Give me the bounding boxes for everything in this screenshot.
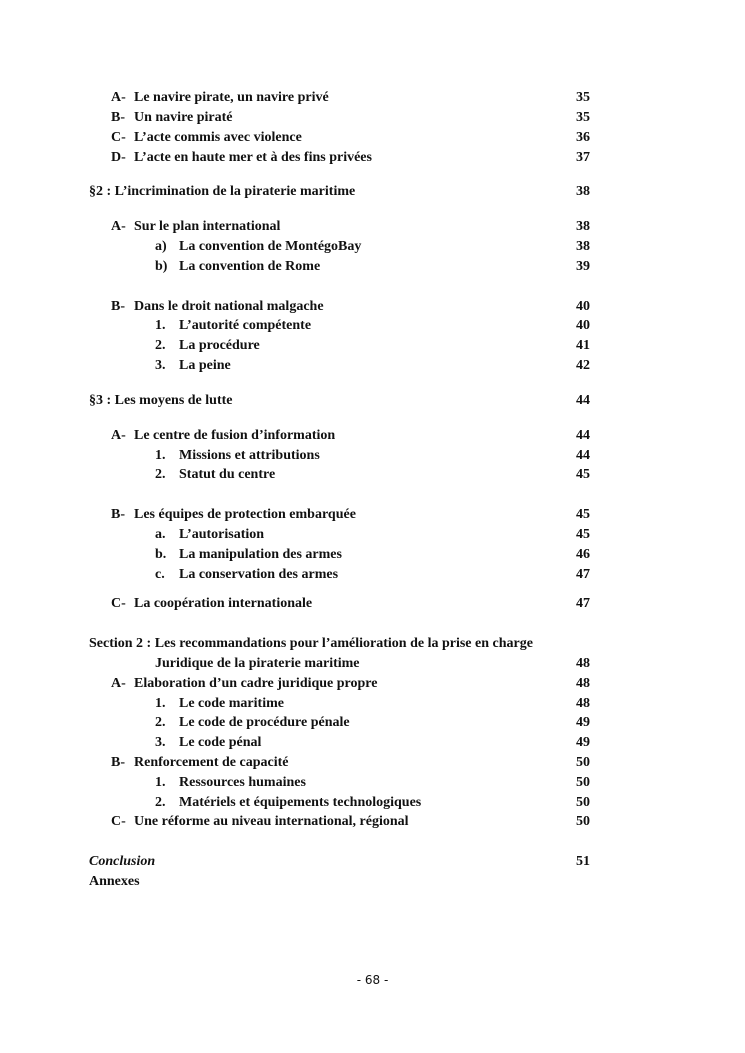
toc-entry-marker: A- <box>111 676 126 691</box>
toc-entry-label: L’autorisation <box>179 527 265 542</box>
toc-entry-page: 50 <box>576 814 590 829</box>
toc-entry-page: 40 <box>576 318 590 333</box>
toc-entry-marker: 1. <box>155 775 166 790</box>
toc-entry-label: Statut du centre <box>179 467 276 482</box>
toc-entry <box>0 773 745 793</box>
toc-entry <box>0 465 745 485</box>
toc-entry-label: Le navire pirate, un navire privé <box>134 90 329 105</box>
toc-entry-marker: 2. <box>155 715 166 730</box>
toc-entry <box>0 852 745 872</box>
toc-entry-label: Juridique de la piraterie maritime <box>155 656 360 671</box>
toc-entry <box>0 108 745 128</box>
toc-entry <box>0 356 745 376</box>
toc-entry-label: La manipulation des armes <box>179 547 342 562</box>
toc-entry-marker: 1. <box>155 696 166 711</box>
toc-entry-page: 41 <box>576 338 590 353</box>
toc-entry <box>0 128 745 148</box>
toc-entry-label: La procédure <box>179 338 260 353</box>
toc-entry <box>0 148 745 168</box>
toc-entry <box>0 297 745 317</box>
toc-entry-page: 48 <box>576 696 590 711</box>
toc-entry-marker: A- <box>111 90 126 105</box>
toc-entry-marker: C- <box>111 814 126 829</box>
toc-entry-page: 38 <box>576 219 590 234</box>
toc-entry-page: 44 <box>576 428 590 443</box>
toc-entry-page: 45 <box>576 507 590 522</box>
toc-entry-label: Un navire piraté <box>134 110 233 125</box>
toc-entry <box>0 525 745 545</box>
toc-entry-page: 42 <box>576 358 590 373</box>
toc-entry-page: 36 <box>576 130 590 145</box>
toc-entry-marker: 1. <box>155 448 166 463</box>
toc-entry-page: 51 <box>576 854 590 869</box>
toc-entry-marker: 1. <box>155 318 166 333</box>
toc-entry-label: L’acte commis avec violence <box>134 130 302 145</box>
toc-entry <box>0 182 745 202</box>
toc-entry-marker: A- <box>111 428 126 443</box>
toc-entry <box>0 812 745 832</box>
toc-entry-label: La convention de MontégoBay <box>179 239 362 254</box>
toc-entry-page: 49 <box>576 715 590 730</box>
toc-entry-label: Les équipes de protection embarquée <box>134 507 356 522</box>
toc-entry-label: Conclusion <box>89 854 156 869</box>
toc-entry-label: L’acte en haute mer et à des fins privées <box>134 150 372 165</box>
toc-entry-label: Missions et attributions <box>179 448 320 463</box>
toc-entry-label: La convention de Rome <box>179 259 321 274</box>
toc-entry-marker: B- <box>111 299 125 314</box>
toc-entry <box>0 336 745 356</box>
toc-entry-marker: 3. <box>155 358 166 373</box>
toc-entry-marker: 2. <box>155 795 166 810</box>
toc-entry-marker: A- <box>111 219 126 234</box>
toc-entry-page: 45 <box>576 527 590 542</box>
toc-entry <box>0 426 745 446</box>
toc-entry-page: 49 <box>576 735 590 750</box>
toc-entry-label: Le centre de fusion d’information <box>134 428 336 443</box>
toc-entry-label: Une réforme au niveau international, régional <box>134 814 409 829</box>
toc-entry <box>0 446 745 466</box>
toc-entry-label: Renforcement de capacité <box>134 755 289 770</box>
toc-entry-label: La conservation des armes <box>179 567 339 582</box>
toc-entry-page: 48 <box>576 656 590 671</box>
toc-entry-page: 38 <box>576 184 590 199</box>
toc-entry-label: Annexes <box>89 874 140 889</box>
toc-entry-label: Le code pénal <box>179 735 262 750</box>
toc-entry <box>0 237 745 257</box>
toc-entry-marker: 2. <box>155 338 166 353</box>
toc-entry-label: §2 : L’incrimination de la piraterie maritime <box>89 184 356 199</box>
toc-entry-page: 39 <box>576 259 590 274</box>
toc-entry-page: 50 <box>576 775 590 790</box>
toc-entry-page: 50 <box>576 795 590 810</box>
toc-entry-page: 45 <box>576 467 590 482</box>
toc-entry-label: Le code maritime <box>179 696 284 711</box>
toc-entry-marker: B- <box>111 507 125 522</box>
toc-entry-page: 40 <box>576 299 590 314</box>
toc-entry-marker: 2. <box>155 467 166 482</box>
toc-entry-page: 47 <box>576 567 590 582</box>
toc-entry <box>0 316 745 336</box>
toc-entry-label: Matériels et équipements technologiques <box>179 795 422 810</box>
toc-entry <box>0 872 745 892</box>
toc-entry <box>0 753 745 773</box>
toc-entry-marker: C- <box>111 130 126 145</box>
toc-entry-label: Elaboration d’un cadre juridique propre <box>134 676 378 691</box>
toc-entry-marker: b) <box>155 259 168 274</box>
toc-entry <box>0 733 745 753</box>
toc-entry-page: 37 <box>576 150 590 165</box>
toc-entry <box>0 217 745 237</box>
toc-entry-page: 44 <box>576 393 590 408</box>
toc-entry-label: Section 2 : Les recommandations pour l’amélioration de la prise en charge <box>89 636 533 651</box>
toc-entry <box>0 88 745 108</box>
toc-entry-page: 35 <box>576 110 590 125</box>
toc-entry <box>0 634 745 654</box>
toc-entry-page: 48 <box>576 676 590 691</box>
page-number: - 68 - <box>356 973 389 987</box>
toc-entry-label: La coopération internationale <box>134 596 313 611</box>
toc-entry <box>0 674 745 694</box>
toc-entry <box>0 391 745 411</box>
toc-entry <box>0 793 745 813</box>
toc-entry-label: Sur le plan international <box>134 219 281 234</box>
toc-entry <box>0 713 745 733</box>
toc-entry-page: 46 <box>576 547 590 562</box>
toc-entry-marker: c. <box>155 567 165 582</box>
toc-entry-marker: b. <box>155 547 167 562</box>
toc-entry-marker: 3. <box>155 735 166 750</box>
toc-entry-label: Le code de procédure pénale <box>179 715 350 730</box>
toc-entry <box>0 594 745 614</box>
toc-entry-label: L’autorité compétente <box>179 318 312 333</box>
toc-entry <box>0 565 745 585</box>
toc-entry-page: 50 <box>576 755 590 770</box>
toc-entry-page: 35 <box>576 90 590 105</box>
toc-entry-label: Dans le droit national malgache <box>134 299 324 314</box>
toc-entry-marker: D- <box>111 150 126 165</box>
toc-entry-marker: B- <box>111 755 125 770</box>
toc-entry <box>0 257 745 277</box>
toc-entry-label: Ressources humaines <box>179 775 306 790</box>
toc-entry-page: 44 <box>576 448 590 463</box>
toc-entry <box>0 694 745 714</box>
toc-entry-label: La peine <box>179 358 231 373</box>
toc-entry-page: 47 <box>576 596 590 611</box>
toc-entry-label: §3 : Les moyens de lutte <box>89 393 233 408</box>
toc-entry-marker: a. <box>155 527 166 542</box>
toc-entry-page: 38 <box>576 239 590 254</box>
toc-entry <box>0 654 745 674</box>
toc-entry <box>0 545 745 565</box>
toc-entry <box>0 505 745 525</box>
toc-entry-marker: B- <box>111 110 125 125</box>
toc-entry-marker: a) <box>155 239 167 254</box>
toc-entry-marker: C- <box>111 596 126 611</box>
